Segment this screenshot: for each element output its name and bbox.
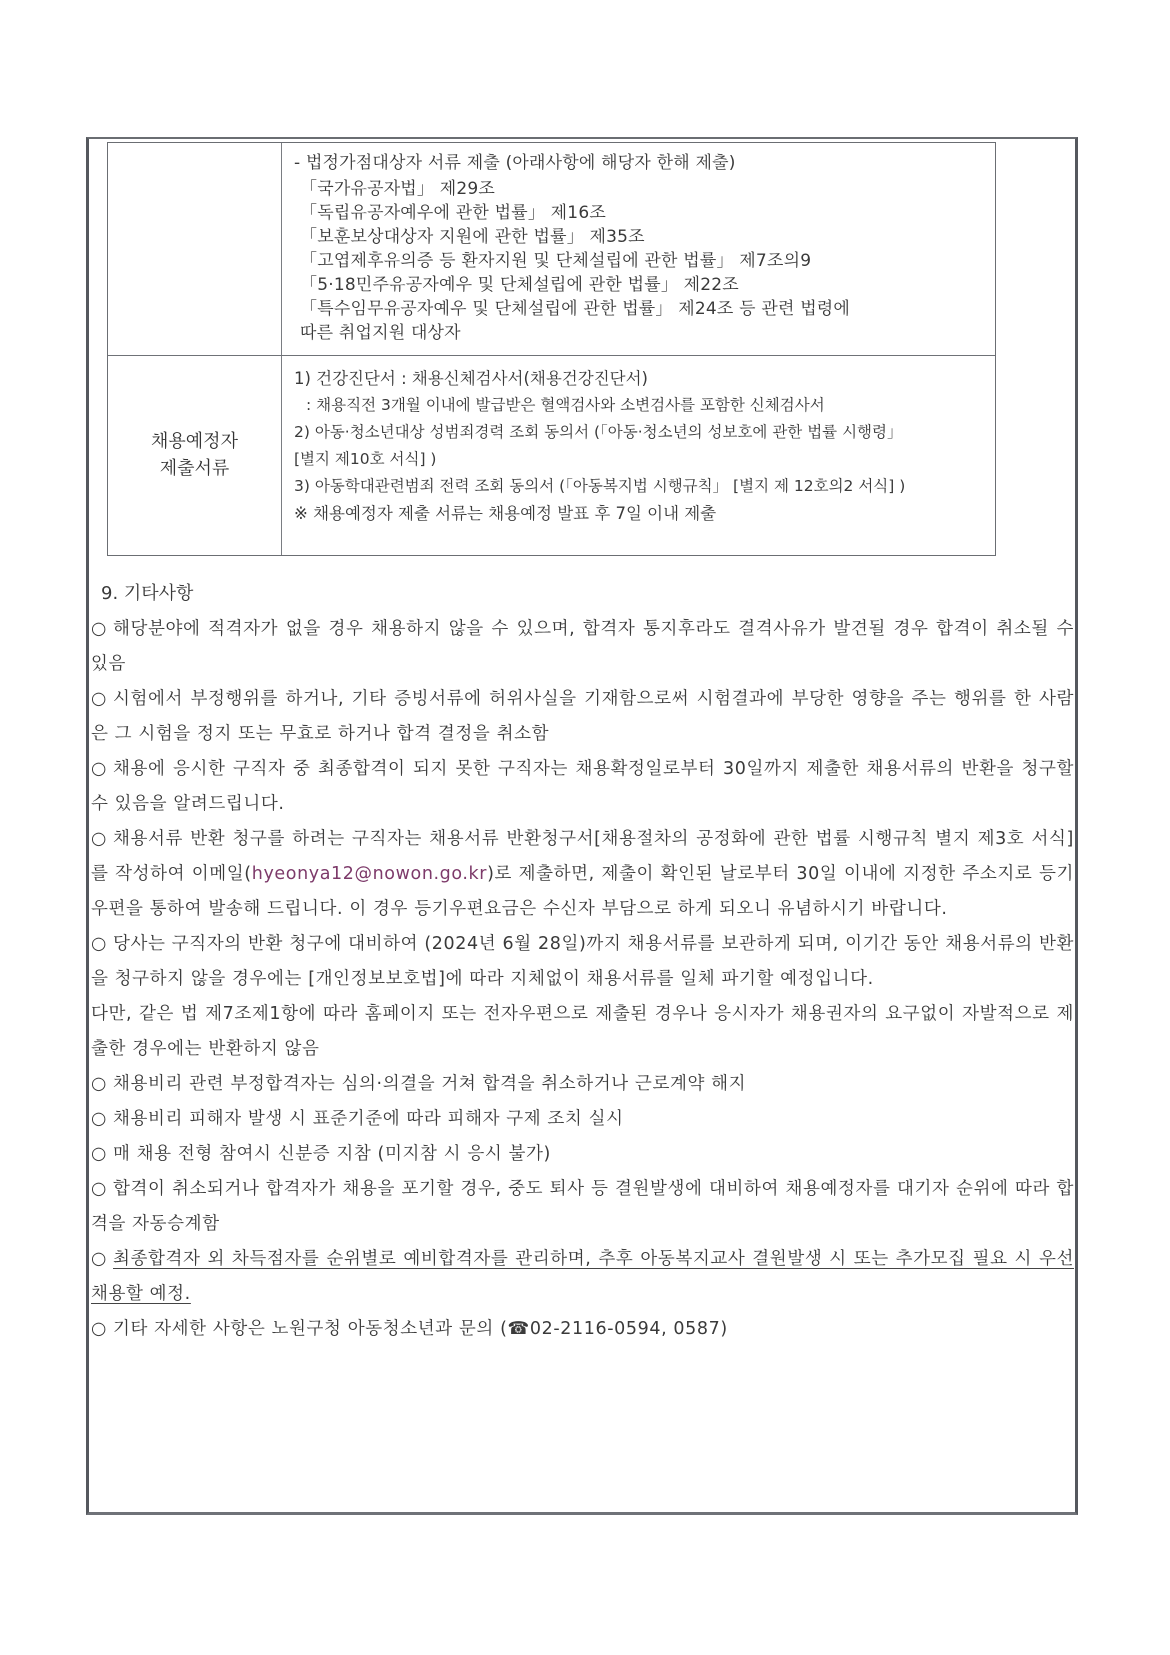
list-item-text: 채용비리 관련 부정합격자는 심의·의결을 거쳐 합격을 취소하거나 근로계약 해지: [113, 1074, 747, 1094]
circle-bullet-icon: ○: [91, 829, 107, 849]
section-title: 9. 기타사항: [101, 583, 194, 604]
list-item: [89, 1067, 1074, 1102]
circle-bullet-icon: ○: [91, 934, 107, 954]
table-column-divider: [281, 143, 282, 555]
doc-item-cont: [별지 제10호 서식] ): [294, 450, 437, 468]
documents-table: [107, 142, 996, 556]
row-label-line1: 채용예정자: [151, 431, 238, 452]
doc-item: 1) 건강진단서 : 채용신체검사서(채용건강진단서): [294, 369, 648, 388]
list-item: [89, 612, 1074, 682]
list-item-text: 당사는 구직자의 반환 청구에 대비하여 (2024년 6월 28일)까지 채용서류를 보관하게 되며, 이기간 동안 채용서류의 반환을 청구하지 않을 경우에는 [개인정보보호법]에 따라 지체없이 채용서류를 일체 파기할 예정입니다.: [91, 934, 1074, 989]
circle-bullet-icon: ○: [91, 1249, 107, 1269]
circle-bullet-icon: ○: [91, 1074, 107, 1094]
list-item-text: 합격이 취소되거나 합격자가 채용을 포기할 경우, 중도 퇴사 등 결원발생에 대비하여 채용예정자를 대기자 순위에 따라 합격을 자동승계함: [91, 1179, 1074, 1234]
row-label-line2: 제출서류: [159, 458, 230, 479]
list-item: [89, 1172, 1074, 1242]
list-item: [89, 1137, 1074, 1172]
list-item-text: )로 제출하면, 제출이 확인된 날로부터 30일 이내에 지정한 주소지로 등기우편을 통하여 발송해 드립니다. 이 경우 등기우편요금은 수신자 부담으로 하게 되오니 유념하시기 바랍니다.: [91, 864, 1074, 919]
section-other-matters: [89, 580, 1074, 1347]
required-documents-cell: [294, 365, 994, 527]
contact-text: 기타 자세한 사항은 노원구청 아동청소년과 문의 (☎02-2116-0594, 0587): [113, 1319, 728, 1339]
list-item: [89, 752, 1074, 822]
circle-bullet-icon: ○: [91, 759, 107, 779]
doc-item-note: : 채용직전 3개월 이내에 발급받은 혈액검사와 소변검사를 포함한 신체검사서: [306, 396, 825, 414]
law-item: 「독립유공자예우에 관한 법률」 제16조: [300, 203, 606, 223]
law-item: 「5·18민주유공자예우 및 단체설립에 관한 법률」 제22조: [300, 275, 739, 295]
circle-bullet-icon: ○: [91, 619, 107, 639]
list-item-text: 다만, 같은 법 제7조제1항에 따라 홈페이지 또는 전자우편으로 제출된 경우나 응시자가 채용권자의 요구없이 자발적으로 제출한 경우에는 반환하지 않음: [91, 1004, 1074, 1059]
law-item: 「특수임무유공자예우 및 단체설립에 관한 법률」 제24조 등 관련 법령에: [300, 299, 851, 319]
list-item-contact: [89, 1312, 1074, 1347]
law-item: 「고엽제후유의증 등 환자지원 및 단체설립에 관한 법률」 제7조의9: [300, 251, 812, 271]
list-item-text: 매 채용 전형 참여시 신분증 지참 (미지참 시 응시 불가): [113, 1144, 551, 1164]
list-item-text: 최종합격자 외 차득점자를 순위별로 예비합격자를 관리하며, 추후 아동복지교사 결원발생 시 또는 추가모집 필요 시 우선 채용할 예정.: [91, 1249, 1074, 1304]
circle-bullet-icon: ○: [91, 1179, 107, 1199]
doc-notice: ※ 채용예정자 제출 서류는 채용예정 발표 후 7일 이내 제출: [294, 504, 717, 523]
list-item-text: 채용서류 반환 청구를 하려는 구직자는 채용서류 반환청구서[채용절차의 공정화에 관한 법률 시행규칙 별지 제3호 서식]를 작성하여 이메일(: [91, 829, 1074, 884]
law-item: 따른 취업지원 대상자: [300, 323, 461, 343]
row-label-cell: [108, 355, 281, 555]
list-item: [89, 927, 1074, 997]
bonus-points-heading: - 법정가점대상자 서류 제출 (아래사항에 해당자 한해 제출): [294, 153, 736, 173]
law-item: 「보훈보상대상자 지원에 관한 법률」 제35조: [300, 227, 645, 247]
circle-bullet-icon: ○: [91, 1109, 107, 1129]
law-item: 「국가유공자법」 제29조: [300, 179, 496, 199]
doc-item: 2) 아동·청소년대상 성범죄경력 조회 동의서 (「아동·청소년의 성보호에 관한 법률 시행령」: [294, 423, 903, 441]
list-item-text: 시험에서 부정행위를 하거나, 기타 증빙서류에 허위사실을 기재함으로써 시험결과에 부당한 영향을 주는 행위를 한 사람은 그 시험을 정지 또는 무효로 하거나 합격 결정을 취소함: [91, 689, 1074, 744]
email-link[interactable]: hyeonya12@nowon.go.kr: [251, 864, 488, 884]
list-item: [89, 682, 1074, 752]
list-item: [89, 1102, 1074, 1137]
list-item-underlined: [89, 1242, 1074, 1312]
list-item-text: 채용비리 피해자 발생 시 표준기준에 따라 피해자 구제 조치 실시: [113, 1109, 624, 1129]
list-item-note: [89, 997, 1074, 1067]
circle-bullet-icon: ○: [91, 1144, 107, 1164]
list-item-text: 채용에 응시한 구직자 중 최종합격이 되지 못한 구직자는 채용확정일로부터 30일까지 제출한 채용서류의 반환을 청구할 수 있음을 알려드립니다.: [91, 759, 1074, 814]
bonus-points-documents-cell: [294, 151, 984, 345]
list-item: [89, 822, 1074, 927]
circle-bullet-icon: ○: [91, 689, 107, 709]
list-item-text: 해당분야에 적격자가 없을 경우 채용하지 않을 수 있으며, 합격자 통지후라도 결격사유가 발견될 경우 합격이 취소될 수 있음: [91, 619, 1074, 674]
circle-bullet-icon: ○: [91, 1319, 107, 1339]
doc-item: 3) 아동학대관련범죄 전력 조회 동의서 (「아동복지법 시행규칙」 [별지 제 12호의2 서식] ): [294, 477, 906, 495]
